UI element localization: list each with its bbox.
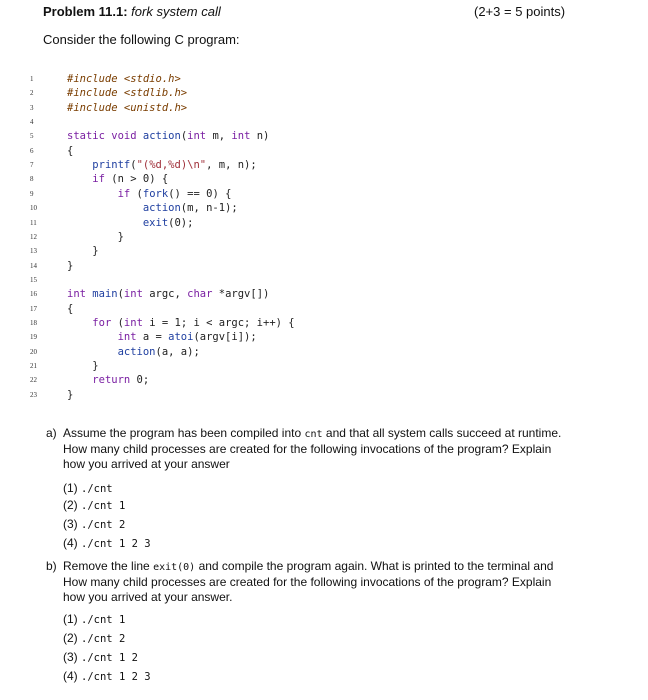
code-line: int a = atoi(argv[i]);: [117, 331, 257, 344]
part-a-question: [63, 426, 633, 472]
part-a-text-3: How many child processes are created for the following invocations of the program? Explain: [63, 442, 552, 456]
part-a-code-word: cnt: [304, 429, 323, 440]
code-line: }: [67, 360, 99, 372]
part-a-option: (2) ./cnt 1: [63, 498, 126, 512]
code-line: }: [67, 259, 74, 272]
part-b-text-3: How many child processes are created for the following invocations of the program? Explain: [63, 575, 552, 589]
code-line: }: [67, 388, 74, 401]
code-line-number: 18: [30, 318, 37, 327]
code-line: #include <unistd.h>: [67, 101, 188, 114]
code-line-number: 10: [30, 204, 37, 213]
part-b-text-2: and compile the program again. What is printed to the terminal and: [198, 559, 554, 573]
code-line-number: 15: [30, 275, 37, 284]
part-b-option: (3) ./cnt 1 2: [63, 650, 138, 664]
part-b-option: (1) ./cnt 1: [63, 612, 126, 626]
problem-title: [43, 4, 221, 19]
code-line-number: 5: [30, 132, 34, 141]
code-line: action(m, n-1);: [142, 202, 238, 215]
part-a-label: a): [46, 426, 57, 440]
problem-label: Problem 11.1:: [43, 4, 128, 19]
code-line: }: [67, 245, 99, 258]
code-line: #include <stdio.h>: [67, 73, 181, 85]
code-line: #include <stdlib.h>: [67, 87, 188, 100]
code-line-number: 7: [30, 161, 34, 170]
code-line-number: 3: [30, 103, 34, 112]
part-b-text-4: how you arrived at your answer.: [63, 590, 233, 604]
code-line: int main(int argc, char *argv[]): [67, 288, 270, 301]
code-line-number: 20: [30, 347, 37, 356]
code-line: static void action(int m, int n): [67, 130, 270, 143]
intro-text: Consider the following C program:: [43, 32, 240, 47]
part-a-option: (3) ./cnt 2: [63, 517, 126, 531]
code-line: {: [67, 144, 74, 157]
code-line-number: 23: [30, 390, 37, 399]
part-b-question: [63, 559, 633, 605]
code-line-number: 16: [30, 290, 37, 299]
code-line: {: [67, 302, 74, 315]
code-line-number: 6: [30, 146, 34, 155]
part-a-option: (1) ./cnt: [63, 481, 113, 495]
code-line: for (int i = 1; i < argc; i++) {: [92, 316, 295, 329]
code-line-number: 22: [30, 376, 37, 385]
code-line-number: 13: [30, 247, 37, 256]
code-line: if (n > 0) {: [92, 173, 169, 186]
code-line-number: 21: [30, 362, 37, 370]
part-a-text-4: how you arrived at your answer: [63, 457, 230, 471]
part-a-option: (4) ./cnt 1 2 3: [63, 536, 151, 550]
part-a-text-2: and that all system calls succeed at runtime.: [325, 426, 562, 440]
part-b-label: b): [46, 559, 57, 573]
problem-name: fork system call: [131, 4, 221, 19]
code-line-number: 14: [30, 261, 37, 270]
code-line: if (fork() == 0) {: [117, 187, 232, 200]
part-b-text-1: Remove the line: [63, 559, 150, 573]
part-b-option: (4) ./cnt 1 2 3: [63, 669, 151, 683]
code-line-number: 2: [30, 89, 34, 98]
code-line-number: 17: [30, 304, 37, 313]
code-line-number: 11: [30, 218, 37, 227]
part-b-code-word: exit(0): [153, 562, 196, 573]
points-label: (2+3 = 5 points): [474, 4, 566, 19]
code-line-number: 19: [30, 333, 37, 342]
code-line: }: [67, 230, 124, 243]
code-line: exit(0);: [142, 216, 194, 229]
part-b-option: (2) ./cnt 2: [63, 631, 126, 645]
code-line-number: 12: [30, 232, 37, 241]
code-line-number: 4: [30, 118, 34, 126]
code-line-number: 8: [30, 175, 34, 184]
code-line: printf("(%d,%d)\n", m, n);: [92, 159, 257, 172]
part-a-text-1: Assume the program has been compiled into: [63, 426, 302, 440]
code-line-number: 9: [30, 189, 34, 198]
code-line: return 0;: [92, 374, 150, 387]
code-line: action(a, a);: [117, 345, 200, 358]
code-line-number: 1: [30, 75, 34, 83]
